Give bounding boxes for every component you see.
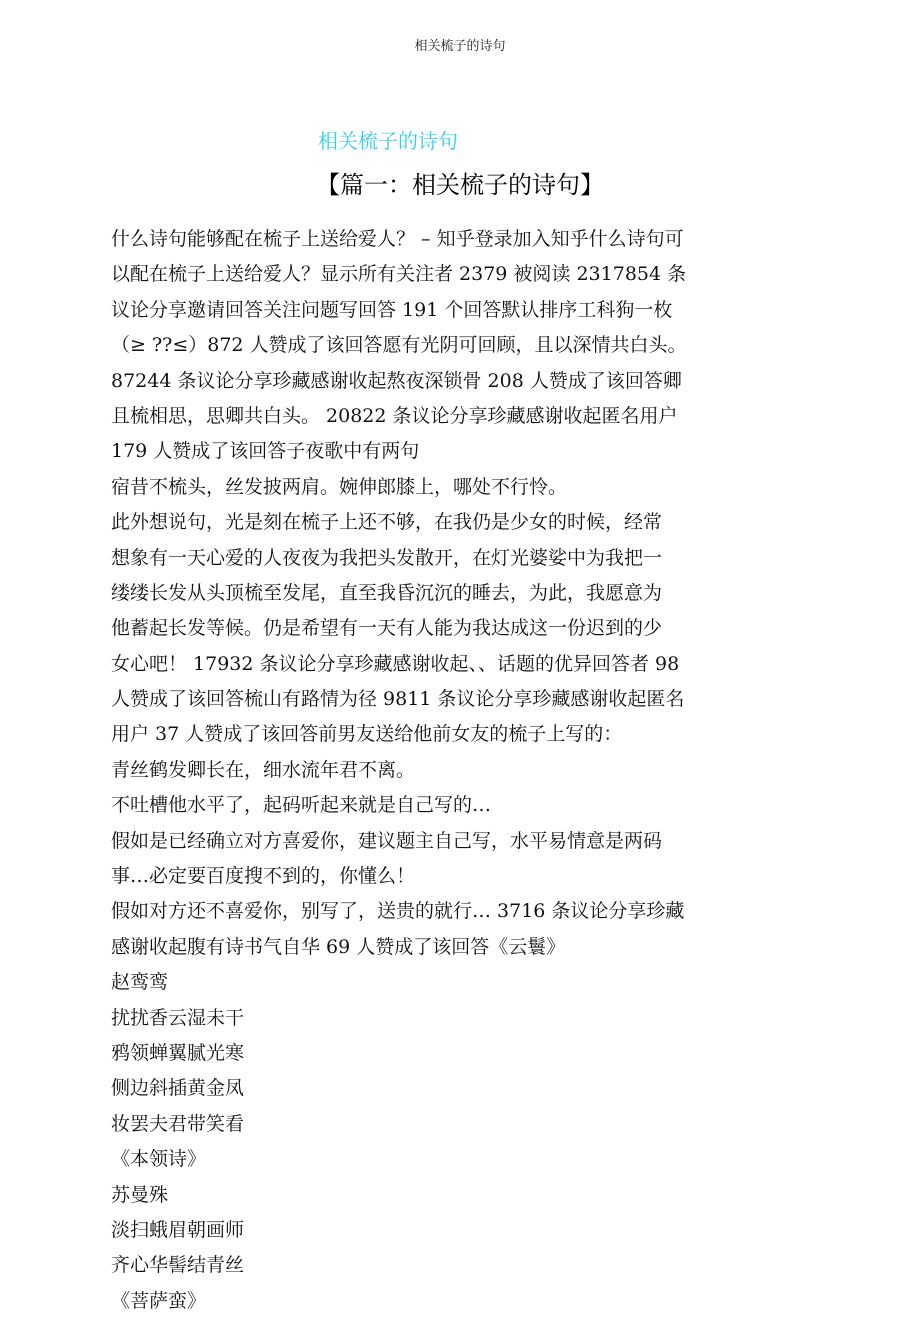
document-title: 相关梳子的诗句 (318, 129, 458, 153)
text-line: 不吐槽他水平了，起码听起来就是自己写的… (111, 794, 492, 817)
text-line: 此外想说句，光是刻在梳子上还不够，在我仍是少女的时候，经常 (111, 511, 663, 534)
page-header: 相关梳子的诗句 (414, 39, 506, 54)
text-line: （≥ ??≤）872 人赞成了该回答愿有光阴可回顾，且以深情共白头。 (111, 334, 687, 357)
text-line: 苏曼殊 (111, 1183, 169, 1206)
text-line: 女心吧！ 17932 条议论分享珍藏感谢收起、、话题的优异回答者 98 (111, 652, 680, 675)
text-line: 宿昔不梳头，丝发披两肩。婉伸郎膝上，哪处不行怜。 (111, 475, 568, 498)
text-line: 齐心华髻结青丝 (111, 1254, 245, 1277)
text-line: 假如是已经确立对方喜爱你，建议题主自己写，水平易情意是两码 (111, 829, 663, 852)
text-line: 鸦领蝉翼腻光寒 (111, 1041, 245, 1064)
text-line: 假如对方还不喜爱你，别写了，送贵的就行… 3716 条议论分享珍藏 (111, 900, 685, 923)
text-line: 青丝鹤发卿长在，细水流年君不离。 (111, 758, 416, 781)
text-line: 议论分享邀请回答关注问题写回答 191 个回答默认排序工科狗一枚 (111, 298, 673, 321)
text-line: 妆罢夫君带笑看 (111, 1112, 245, 1135)
text-line: 他蓄起长发等候。仍是希望有一天有人能为我达成这一份迟到的少 (111, 617, 663, 640)
text-line: 淡扫蛾眉朝画师 (111, 1218, 245, 1241)
text-line: 扰扰香云湿未干 (111, 1006, 245, 1029)
text-line: 什么诗句能够配在梳子上送给爱人？ – 知乎登录加入知乎什么诗句可 (111, 228, 684, 250)
text-line: 且梳相思，思卿共白头。 20822 条议论分享珍藏感谢收起匿名用户 (111, 404, 678, 427)
section-title: 【篇一：相关梳子的诗句】 (316, 171, 604, 199)
text-line: 以配在梳子上送给爱人？显示所有关注者 2379 被阅读 2317854 条 (111, 263, 687, 286)
text-line: 人赞成了该回答梳山有路情为径 9811 条议论分享珍藏感谢收起匿名 (111, 688, 685, 711)
text-line: 《菩萨蛮》 (111, 1289, 207, 1312)
text-line: 179 人赞成了该回答子夜歌中有两句 (111, 440, 420, 463)
text-line: 用户 37 人赞成了该回答前男友送给他前女友的梳子上写的： (111, 723, 623, 746)
text-line: 87244 条议论分享珍藏感谢收起熬夜深锁骨 208 人赞成了该回答卿 (111, 369, 682, 392)
text-line: 想象有一天心爱的人夜夜为我把头发散开，在灯光婆娑中为我把一 (111, 546, 663, 569)
text-line: 感谢收起腹有诗书气自华 69 人赞成了该回答《云鬟》 (111, 935, 566, 958)
body-text (111, 222, 771, 1319)
text-line: 《本领诗》 (111, 1148, 207, 1171)
text-line: 缕缕长发从头顶梳至发尾，直至我昏沉沉的睡去，为此，我愿意为 (111, 581, 663, 604)
text-line: 事…必定要百度搜不到的，你懂么！ (111, 865, 416, 888)
text-line: 侧边斜插黄金凤 (111, 1077, 245, 1100)
text-line: 赵鸾鸾 (111, 971, 169, 994)
